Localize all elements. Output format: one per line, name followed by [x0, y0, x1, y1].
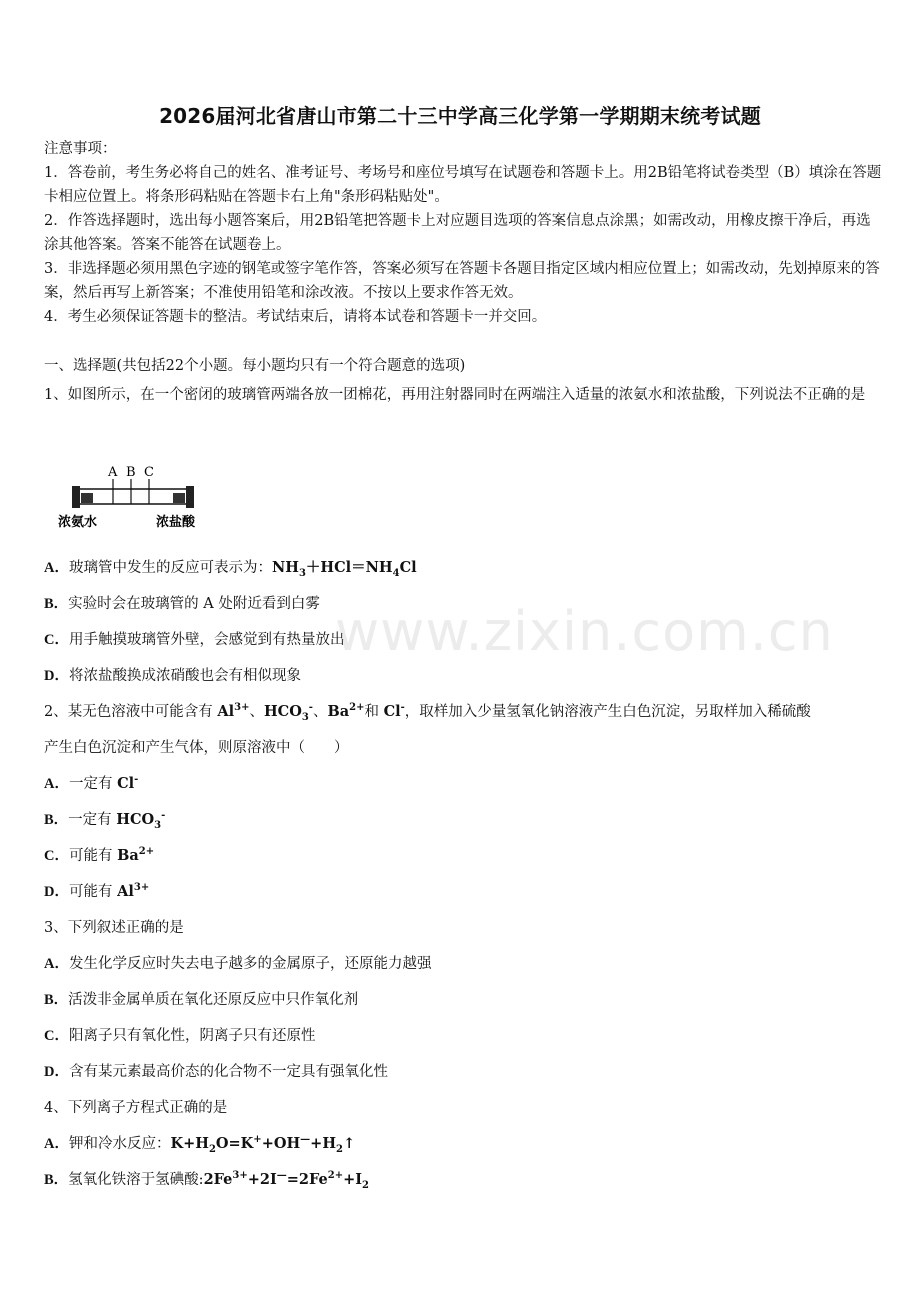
notes-heading: 注意事项：: [44, 141, 117, 157]
q2-option-b: B．一定有 $HCO_3^-$: [44, 810, 166, 831]
q1-option-d: D．将浓盐酸换成浓硝酸也会有相似现象: [44, 668, 301, 684]
q2-option-d: D．可能有 $Al^{3+}$: [44, 882, 150, 900]
notes-item-4: 4．考生必须保证答题卡的整洁。考试结束后，请将本试卷和答题卡一并交回。: [44, 309, 547, 325]
q2-option-a: A．一定有 Cl-: [44, 774, 139, 792]
left-cotton: [81, 493, 93, 503]
q3-option-c: C．阳离子只有氧化性，阴离子只有还原性: [44, 1028, 316, 1044]
q4-option-a: A．钾和冷水反应：$K+H_2O=K^++OH^—+H_2↑$: [44, 1134, 356, 1155]
left-stopper: [72, 486, 80, 508]
label-hydrochloric-acid: 浓盐酸: [156, 515, 196, 530]
q1-option-a: A．玻璃管中发生的反应可表示为：$NH_3+HCl=NH_4Cl$: [44, 559, 417, 579]
q1-option-b: B．实验时会在玻璃管的 A 处附近看到白雾: [44, 596, 320, 612]
q3-option-a: A．发生化学反应时失去电子越多的金属原子，还原能力越强: [44, 956, 432, 972]
notes-item-2: 2．作答选择题时，选出每小题答案后，用2B铅笔把答题卡上对应题目选项的答案信息点涂黑；如需改动，用橡皮擦干净后，再选涂其他答案。答案不能答在试题卷上。: [44, 213, 871, 253]
question-4-stem: 4、下列离子方程式正确的是: [44, 1100, 228, 1116]
glass-tube-figure: [56, 458, 216, 534]
question-1-text: 1、如图所示，在一个密闭的玻璃管两端各放一团棉花，再用注射器同时在两端注入适量的浓氨水和浓盐酸，下列说法不正确的是: [44, 387, 866, 403]
section-heading: 一、选择题(共包括22个小题。每小题均只有一个符合题意的选项): [44, 358, 466, 374]
right-cotton: [173, 493, 185, 503]
q4-option-b: B．氢氧化铁溶于氢碘酸$:2Fe^{3+}+2I^—=2Fe^{2+}+I_2$: [44, 1170, 369, 1191]
label-ammonia: 浓氨水: [58, 515, 98, 530]
q3-option-d: D．含有某元素最高价态的化合物不一定具有强氧化性: [44, 1064, 388, 1080]
q1-option-c: C．用手触摸玻璃管外壁，会感觉到有热量放出: [44, 632, 345, 648]
notes-block: [44, 137, 882, 329]
question-2-stem-line-2: 产生白色沉淀和产生气体，则原溶液中（ ）: [44, 740, 349, 756]
q3-option-b: B．活泼非金属单质在氧化还原反应中只作氧化剂: [44, 992, 359, 1008]
figure-label-c: C: [144, 465, 154, 480]
figure-label-a: A: [108, 465, 118, 480]
question-1-stem: [44, 377, 882, 413]
q2-option-c: C．可能有 $Ba^{2+}$: [44, 846, 155, 864]
right-stopper: [186, 486, 194, 508]
figure-label-b: B: [126, 465, 136, 480]
question-3-stem: 3、下列叙述正确的是: [44, 920, 184, 936]
notes-item-1: 1．答卷前，考生务必将自己的姓名、准考证号、考场号和座位号填写在试题卷和答题卡上。用2B铅笔将试卷类型（B）填涂在答题卡相应位置上。将条形码粘贴在答题卡右上角"条形码粘贴处"。: [44, 165, 882, 205]
page-title: 2026届河北省唐山市第二十三中学高三化学第一学期期末统考试题: [159, 104, 761, 128]
notes-item-3: 3．非选择题必须用黑色字迹的钢笔或签字笔作答，答案必须写在答题卡各题目指定区域内相应位置上；如需改动，先划掉原来的答案，然后再写上新答案；不准使用铅笔和涂改液。不按以上要求作答无效。: [44, 261, 880, 301]
watermark: www.zixin.com.cn: [335, 600, 834, 663]
question-2-stem-line-1: 2、某无色溶液中可能含有 $Al^{3+}$、$HCO_3^-$、$Ba^{2+}$和 Cl-，取样加入少量氢氧化钠溶液产生白色沉淀，另取样加入稀硫酸: [44, 702, 811, 723]
